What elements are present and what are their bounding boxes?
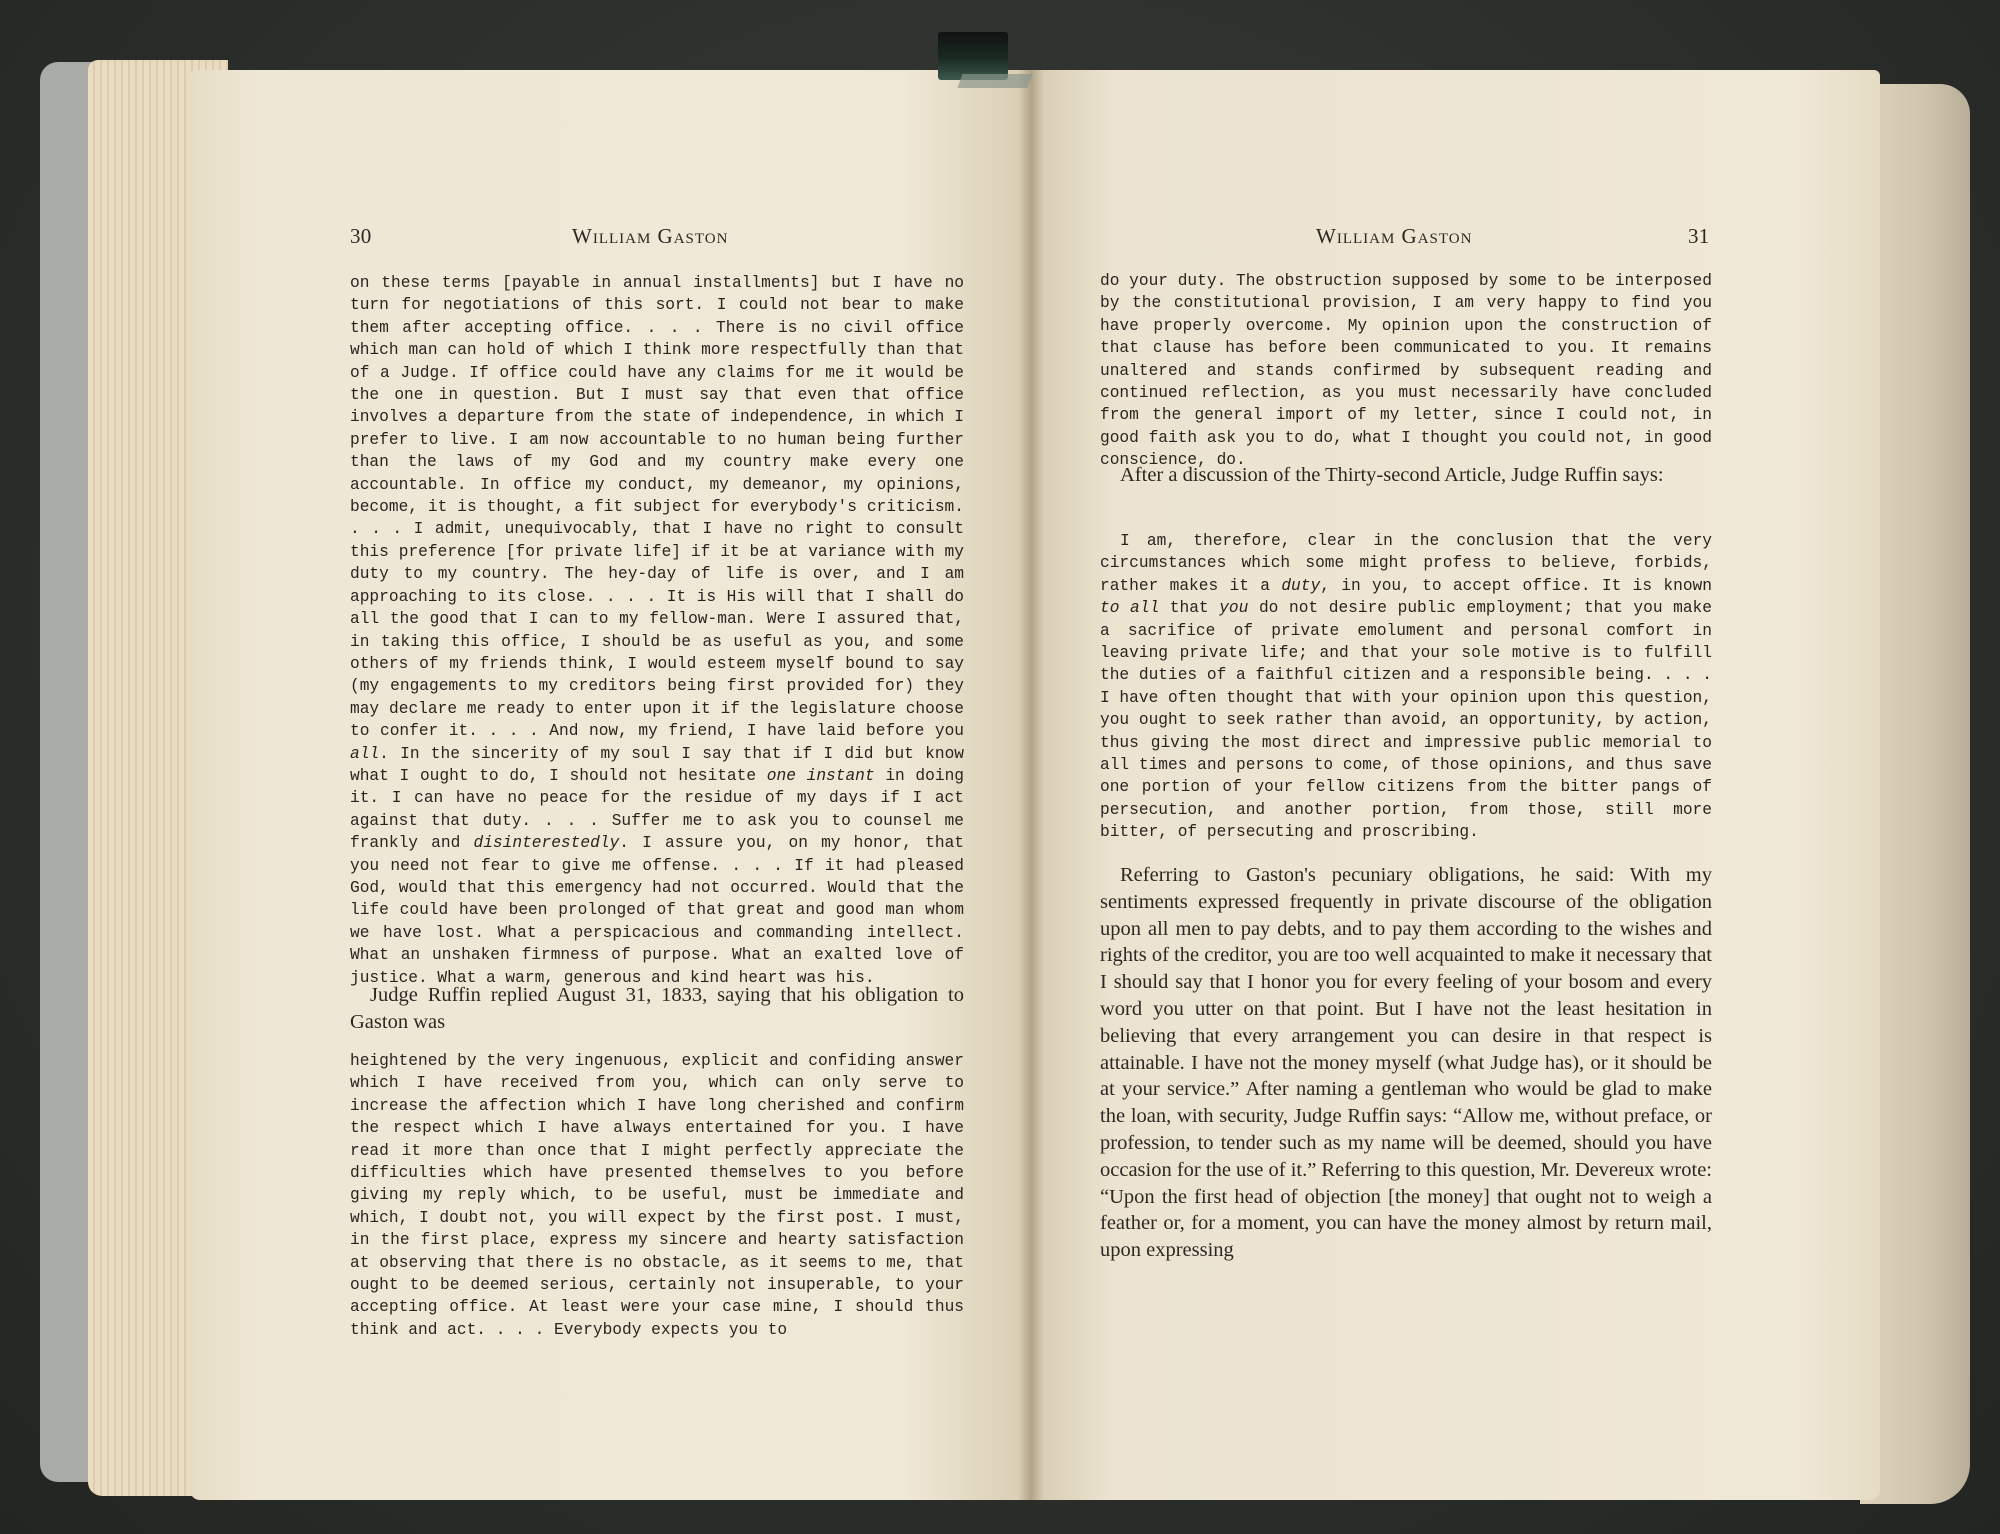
left-quote-1-text-b: . In the sincerity of my soul I say that if I did but know what I ought to do, I should not hesitate <box>350 744 964 785</box>
right-quote-2-text-a: I am, therefore, clear in the conclusion that the very circumstances which some might profess to believe, forbids, rather makes it a <box>1100 532 1712 595</box>
right-narrative-1-text: After a discussion of the Thirty-second Article, Judge Ruffin says: <box>1120 464 1664 486</box>
left-running-head-text: William Gaston <box>572 224 729 248</box>
left-narrative-1-text: Judge Ruffin replied August 31, 1833, saying that his obligation to Gaston was <box>350 984 964 1033</box>
right-running-head-text: William Gaston <box>1316 224 1473 248</box>
right-quote-2-text-d: do not desire public employment; that you make a sacrifice of private emolument and personal comfort in leaving private life; and that your sole motive is to fulfill the duties of a faithful citizen and a responsible being. . . . I have often thought that with your opinion upon this question, you ought to seek rather than avoid, an opportunity, by action, thus giving the most direct and impressive public memorial to all times and persons to come, of those opinions, and thus save one portion of your fellow citizens from the bitter pangs of persecution, and another portion, from those, still more bitter, of persecuting and proscribing. <box>1100 599 1712 842</box>
right-narrative-2-text: Referring to Gaston's pecuniary obligations, he said: With my sentiments expressed frequently in private discourse of the obligation upon all men to pay debts, and to pay them according to the wishes and rights of the creditor, you are too well acquainted to make it necessary that I should say that I honor you for every feeling of your bosom and every word you utter on that point. But I have not the least hesitation in believing that every arrangement you can desire in that respect is attainable. I have not the money myself (what Judge has), or it should be at your service.” After naming a gentleman who would be glad to make the loan, with security, Judge Ruffin says: “Allow me, without preface, or profession, to tender such as my name will be deemed, should you have occasion for the use of it.” Referring to this question, Mr. Devereux wrote: “Upon the first head of objection [the money] that ought not to weigh a feather or, for a moment, you can have the money almost by return mail, upon expressing <box>1100 864 1712 1262</box>
left-quote-1-text-c: in doing it. I can have no peace for the residue of my days if I act against that duty. . . . Suffer me to ask you to counsel me frankly and <box>350 766 965 853</box>
right-quote-2-text-b: , in you, to accept office. It is known <box>1320 576 1712 595</box>
right-quote-2 <box>1100 530 1712 844</box>
left-quote-1 <box>350 272 964 989</box>
left-quote-1-text-a: on these terms [payable in annual installments] but I have no turn for negotiations of this sort. I could not bear to make them after accepting office. . . . There is no civil office which man can hold of which I think more respectfully than that of a Judge. If office could have any claims for me it would be the one in question. But I must say that even that office involves a departure from the state of independence, in which I prefer to live. I am now accountable to no human being further than the laws of my God and my country make every one accountable. In office my conduct, my demeanor, my opinions, become, it is thought, a fit subject for everybody's criticism. . . . I admit, unequivocably, that I have no right to consult this preference [for private life] if it be at variance with my duty to my country. The hey-day of life is over, and I am approaching to its close. . . . It is His will that I shall do all the good that I can to my fellow-man. Were I assured that, in taking this office, I should be as useful as you, and some others of my friends think, I would esteem myself bound to say (my engagements to my creditors being first provided for) they may declare me ready to enter upon it if the legislature choose to confer it. . . . And now, my friend, I have laid before you <box>350 274 964 741</box>
right-quote-2-text-c: that <box>1159 599 1220 618</box>
left-narrative-1 <box>350 982 964 1036</box>
left-quote-1-emphasis-one-instant: one instant <box>766 766 875 785</box>
bookmark-ribbon-tail <box>957 74 1032 88</box>
left-quote-2 <box>350 1050 964 1341</box>
right-page-number: 31 <box>1688 224 1710 248</box>
right-quote-2-emphasis-you: you <box>1219 599 1249 618</box>
right-quote-2-emphasis-to-all: to all <box>1100 599 1160 618</box>
left-quote-2-text: heightened by the very ingenuous, explicit and confiding answer which I have received from you, which can only serve to increase the affection which I have long cherished and confirm the respect which I have always entertained for you. I have read it more than once that I might perfectly appreciate the difficulties which have presented themselves to you before giving my reply which, to be useful, must be immediate and which, I doubt not, you will expect by the first post. I must, in the first place, express my sincere and hearty satisfaction at observing that there is no obstacle, as it seems to me, that ought to be deemed serious, certainly not insuperable, to your accepting office. At least were your case mine, I should thus think and act. . . . Everybody expects you to <box>350 1052 964 1339</box>
book-gutter <box>1018 70 1044 1500</box>
right-narrative-1 <box>1100 462 1712 489</box>
right-running-head <box>1316 224 1472 249</box>
left-quote-1-text-d: . I assure you, on my honor, that you need not fear to give me offense. . . . If it had pleased God, would that this emergency had not occurred. Would that the life could have been prolonged of that great and good man whom we have lost. What a perspicacious and commanding intellect. What an unshaken firmness of purpose. What an exalted love of justice. What a warm, generous and kind heart was his. <box>350 834 964 987</box>
right-narrative-2 <box>1100 862 1712 1264</box>
left-page-number: 30 <box>350 224 372 248</box>
left-quote-1-emphasis-disinterestedly: disinterestedly <box>473 834 620 853</box>
right-quote-1 <box>1100 270 1712 472</box>
bookmark-ribbon <box>938 32 1008 80</box>
right-quote-1-text: do your duty. The obstruction supposed by some to be interposed by the constitutional provision, I am very happy to find you have properly overcome. My opinion upon the construction of that clause has before been communicated to you. It remains unaltered and stands confirmed by subsequent reading and continued reflection, as you must necessarily have concluded from the general import of my letter, since I could not, in good faith ask you to do, what I thought you could not, in good conscience, do. <box>1100 272 1712 470</box>
left-running-head <box>572 224 728 249</box>
right-quote-2-emphasis-duty: duty <box>1281 576 1321 595</box>
left-quote-1-emphasis-all: all <box>350 744 380 763</box>
